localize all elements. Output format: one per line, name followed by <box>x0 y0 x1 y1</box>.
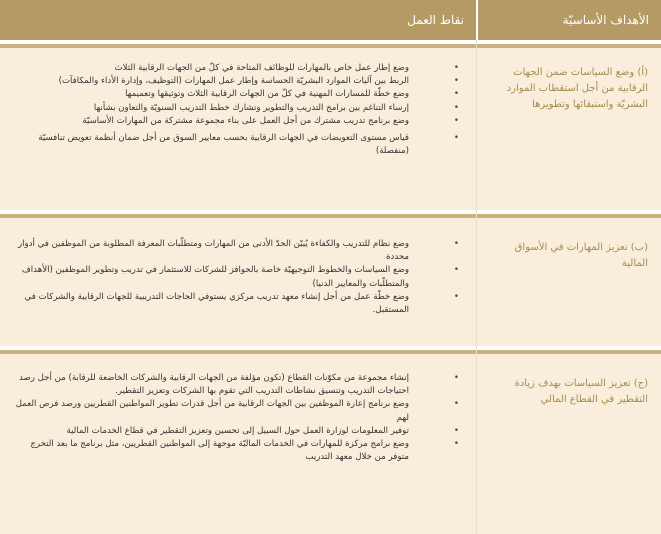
action-item: • وضع برنامج إعارة الموظفين بين الجهات الرقابية من أجل قدرات تطوير المواطنين القطريين ورصد فرص العمل لهم <box>12 398 464 424</box>
action-item: • وضع برنامج تدريب مشترك من أجل العمل على بناء مجموعة مشتركة من المهارات الأساسيّة <box>12 115 464 128</box>
header-points: نقاط العمل <box>0 0 476 40</box>
header-goals: الأهداف الأساسيّة <box>478 0 661 40</box>
goal-cell: (أ) وضع السياسات ضمن الجهات الرقابية من أجل استقطاب الموارد البشريّة واستبقائها وتطويرها <box>506 67 648 110</box>
action-item: • وضع خطّة للمسارات المهنية في كلّ من الجهات الرقابية الثلاث وتوثيقها وتعميمها <box>12 88 464 101</box>
action-points-list <box>12 372 464 464</box>
action-item: • توفير المعلومات لوزارة العمل حول السبيل إلى تحسين وتعزيز التقطير في قطاع الخدمات المالية <box>12 425 464 438</box>
action-item: • وضع السياسات والخطوط التوجيهيّة خاصة بالحوافز للشركات للاستثمار في تدريب وتطوير الموظفين (الأهداف والمتطلّبات والمعايير الدنيا) <box>12 264 464 290</box>
action-item: • قياس مستوى التعويضات في الجهات الرقابية بحسب معايير السوق من أجل ضمان أنظمة تعويض تنافسيّة (منفصلة) <box>12 132 464 158</box>
header-divider <box>476 0 478 40</box>
goal-cell: (ج) تعزيز السياسات بهدف زيادة التقطير في القطاع المالي <box>514 378 648 405</box>
action-item: • وضع خطّة عمل من أجل إنشاء معهد تدريب مركزي يستوفي الحاجات التدريبية للجهات الرقابية والشركات في المستقبل. <box>12 291 464 317</box>
action-item: • الربط بين آليات الموارد البشريّة الحساسة وإطار عمل المهارات (التوظيف، وإدارة الأداء والمكافآت) <box>12 75 464 88</box>
action-item: • وضع برامج مركزة للمهارات في الخدمات الماليّة موجهة إلى المواطنين القطريين، مثل برنامج ما بعد التخرج متوفر من خلال معهد التدريب <box>12 438 464 464</box>
action-item: • وضع إطار عمل خاص بالمهارات للوظائف المتاحة في كلّ من الجهات الرقابية الثلاث <box>12 62 464 75</box>
goal-cell: (ب) تعزيز المهارات في الأسواق المالية <box>514 242 648 269</box>
action-item: • إرساء التناغم بين برامج التدريب والتطوير وتشارك خطط التدريب السنويّة والتعاون بشأنها <box>12 102 464 115</box>
action-points-list <box>12 62 464 158</box>
action-item: • إنشاء مجموعة من مكوّنات القطاع (تكون مؤلفة من الجهات الرقابية والشركات الخاضعة للرقابة) من أجل رصد احتياجات التدريب وتنسيق نشاطات التدريب التي تقوم بها الشركات وتعزيز التقطير. <box>12 372 464 398</box>
action-points-list <box>12 238 464 317</box>
action-item: • وضع نظام للتدريب والكفاءة يُبيّن الحدّ الأدنى من المهارات ومتطلّبات المعرفة المطلوبة من الموظفين في أدوار محددة <box>12 238 464 264</box>
column-divider <box>476 40 477 534</box>
